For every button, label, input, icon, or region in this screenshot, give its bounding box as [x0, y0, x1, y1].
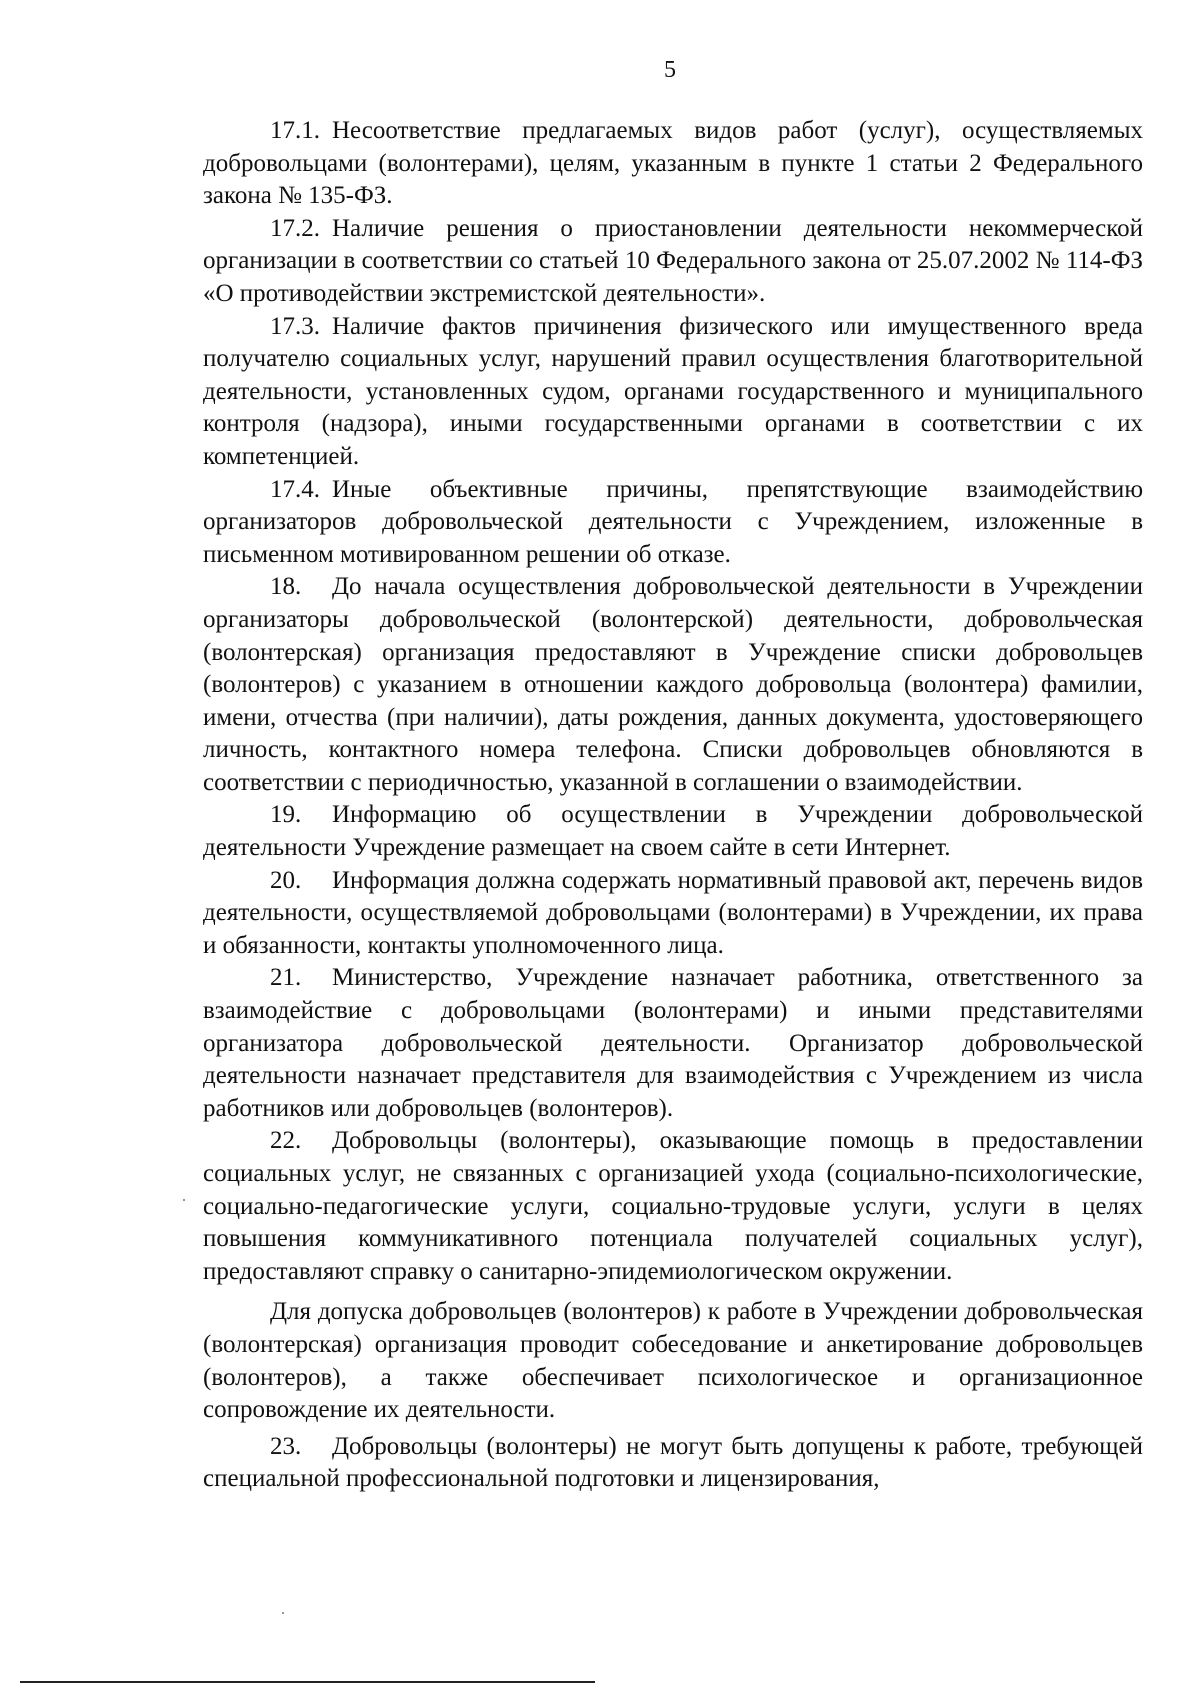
footer-rule [20, 1681, 595, 1683]
paragraph-text: Министерство, Учреждение назначает работника, ответственного за взаимодействие с добровольцами (волонтерами) и иными представителями организатора добровольческой деятельности. Организатор добровольческой деятельности назначает представителя для взаимодействия с Учреждением из числа работников или добровольцев (волонтеров). [203, 964, 1143, 1122]
paragraph-text: Добровольцы (волонтеры) не могут быть допущены к работе, требующей специальной профессиональной подготовки и лицензирования, [203, 1432, 1143, 1493]
paragraph-number: 18. [270, 573, 302, 601]
paragraph-20 [203, 865, 1143, 963]
paragraph-text: До начала осуществления добровольческой деятельности в Учреждении организаторы добровольческой (волонтерской) деятельности, добровольческая (волонтерская) организация предоставляют в Учреждение списки добровольцев (волонтеров) с указанием в отношении каждого добровольца (волонтера) фамилии, имени, отчества (при наличии), даты рождения, данных документа, удостоверяющего личность, контактного номера телефона. Списки добровольцев обновляются в соответствии с периодичностью, указанной в соглашении о взаимодействии. [203, 573, 1143, 796]
paragraph-22 [203, 1125, 1143, 1288]
paragraph-number: 17.4. [270, 475, 320, 503]
paragraph-number: 23. [270, 1432, 302, 1460]
paragraph-18 [203, 571, 1143, 799]
paragraph-text: Добровольцы (волонтеры), оказывающие помощь в предоставлении социальных услуг, не связанных с организацией ухода (социально-психологические, социально-педагогические услуги, социально-трудовые услуги, услуги в целях повышения коммуникативного потенциала получателей социальных услуг), предоставляют справку о санитарно-эпидемиологическом окружении. [203, 1127, 1143, 1285]
paragraph-number: 19. [270, 801, 302, 829]
paragraph-17-4 [203, 474, 1143, 572]
paragraph-text: Для допуска добровольцев (волонтеров) к работе в Учреждении добровольческая (волонтерская) организация проводит собеседование и анкетирование добровольцев (волонтеров), а также обеспечивает психологическое и организационное сопровождение их деятельности. [203, 1298, 1143, 1424]
paragraph-number: 17.1. [270, 117, 320, 144]
paragraph-number: 17.3. [270, 312, 320, 340]
paragraph-text: Информация должна содержать нормативный правовой акт, перечень видов деятельности, осуществляемой добровольцами (волонтерами) в Учреждении, их права и обязанности, контакты уполномоченного лица. [203, 866, 1143, 959]
paragraph-text: Наличие решения о приостановлении деятельности некоммерческой организации в соответствии со статьей 10 Федерального закона от 25.07.2002 № 114-ФЗ «О противодействии экстремистской деятельности». [203, 214, 1143, 307]
paragraph-number: 21. [270, 964, 302, 992]
paragraph-19 [203, 799, 1143, 864]
paragraph-22-continued [203, 1296, 1143, 1426]
paragraph-number: 20. [270, 866, 302, 894]
paragraph-text: Информацию об осуществлении в Учреждении добровольческой деятельности Учреждение размещает на своем сайте в сети Интернет. [203, 801, 1143, 862]
paragraph-text: Иные объективные причины, препятствующие взаимодействию организаторов добровольческой деятельности с Учреждением, изложенные в письменном мотивированном решении об отказе. [203, 475, 1143, 568]
document-body [203, 115, 1143, 1496]
scan-speck [183, 1199, 185, 1201]
paragraph-17-1 [203, 115, 1143, 213]
paragraph-23 [203, 1431, 1143, 1496]
paragraph-17-2 [203, 213, 1143, 311]
paragraph-number: 17.2. [270, 214, 320, 242]
paragraph-17-3 [203, 311, 1143, 474]
paragraph-number: 22. [270, 1127, 302, 1155]
paragraph-text: Несоответствие предлагаемых видов работ (услуг), осуществляемых добровольцами (волонтерами), целям, указанным в пункте 1 статьи 2 Федерального закона № 135-ФЗ. [203, 117, 1143, 210]
page-number: 5 [664, 57, 676, 83]
paragraph-text: Наличие фактов причинения физического или имущественного вреда получателю социальных услуг, нарушений правил осуществления благотворительной деятельности, установленных судом, органами государственного и муниципального контроля (надзора), иными государственными органами в соответствии с их компетенцией. [203, 312, 1143, 470]
scan-speck [282, 1612, 284, 1614]
paragraph-21 [203, 962, 1143, 1125]
